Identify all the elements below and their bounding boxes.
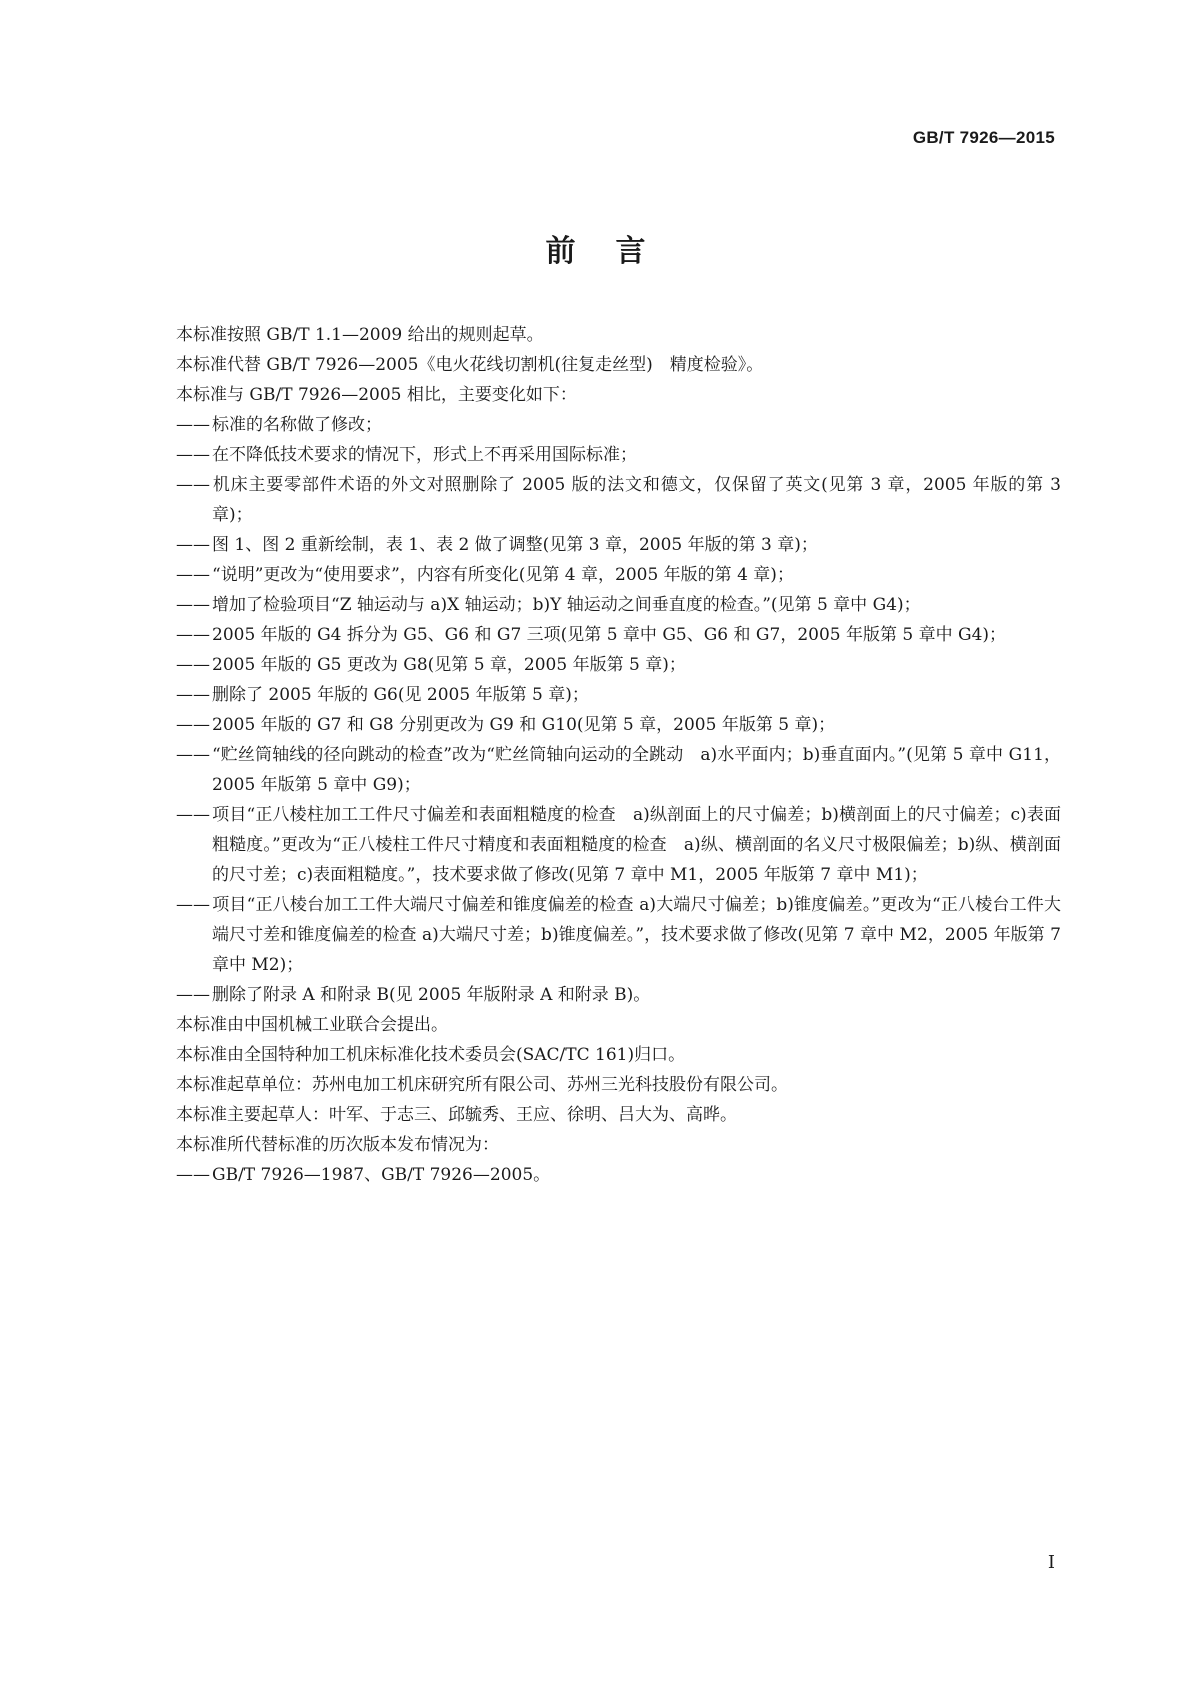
paragraph: 本标准与 GB/T 7926—2005 相比，主要变化如下： — [176, 385, 577, 405]
dash-mark: —— — [176, 445, 210, 465]
page-number: I — [1047, 1552, 1055, 1573]
change-item — [176, 410, 1061, 440]
change-item — [176, 650, 1061, 680]
paragraph: 本标准代替 GB/T 7926—2005《电火花线切割机(往复走丝型) 精度检验》。 — [176, 355, 764, 375]
paragraph: 本标准由中国机械工业联合会提出。 — [176, 1015, 448, 1035]
dash-mark: —— — [176, 595, 210, 615]
standard-number: GB/T 7926—2015 — [912, 128, 1055, 147]
change-item-text: 增加了检验项目“Z 轴运动与 a)X 轴运动；b)Y 轴运动之间垂直度的检查。”(见第 5 章中 G4)； — [212, 595, 921, 615]
paragraph: 本标准主要起草人：叶军、于志三、邱毓秀、王应、徐明、吕大为、高晔。 — [176, 1105, 737, 1125]
paragraph: 本标准按照 GB/T 1.1—2009 给出的规则起草。 — [176, 325, 544, 345]
dash-mark: —— — [176, 715, 210, 735]
change-item-text: 图 1、图 2 重新绘制，表 1、表 2 做了调整(见第 3 章，2005 年版的第 3 章)； — [212, 535, 818, 555]
change-item-text: 在不降低技术要求的情况下，形式上不再采用国际标准； — [212, 445, 637, 465]
change-item-text: 机床主要零部件术语的外文对照删除了 2005 版的法文和德文，仅保留了英文(见第 3 章，2005 年版的第 3 章)； — [212, 475, 1061, 525]
dash-mark: —— — [176, 625, 210, 645]
change-item-text: 2005 年版的 G7 和 G8 分别更改为 G9 和 G10(见第 5 章，2005 年版第 5 章)； — [212, 715, 836, 735]
change-item — [176, 710, 1061, 740]
dash-mark: —— — [176, 1165, 210, 1185]
page-title: 前言 — [545, 234, 686, 269]
dash-mark: —— — [176, 655, 210, 675]
dash-mark: —— — [176, 805, 210, 825]
foreword-body — [176, 320, 1061, 1190]
dash-mark: —— — [176, 895, 210, 915]
change-item — [176, 530, 1061, 560]
change-item-text: 标准的名称做了修改； — [212, 415, 382, 435]
change-item — [176, 590, 1061, 620]
dash-mark: —— — [176, 415, 210, 435]
change-item-text: “说明”更改为“使用要求”，内容有所变化(见第 4 章，2005 年版的第 4 章)； — [212, 565, 794, 585]
change-item — [176, 1160, 1061, 1190]
change-item — [176, 980, 1061, 1010]
change-item — [176, 620, 1061, 650]
paragraph: 本标准起草单位：苏州电加工机床研究所有限公司、苏州三光科技股份有限公司。 — [176, 1075, 788, 1095]
change-item — [176, 470, 1061, 530]
dash-mark: —— — [176, 535, 210, 555]
change-item — [176, 800, 1061, 890]
change-item — [176, 440, 1061, 470]
dash-mark: —— — [176, 565, 210, 585]
change-item — [176, 680, 1061, 710]
change-item-text: 项目“正八棱柱加工工件尺寸偏差和表面粗糙度的检查 a)纵剖面上的尺寸偏差；b)横剖面上的尺寸偏差；c)表面粗糙度。”更改为“正八棱柱工件尺寸精度和表面粗糙度的检查 a)纵、横剖面的名义尺寸极限偏差；b)纵、横剖面的尺寸差；c)表面粗糙度。”，技术要求做了修改(见第 7 章中 M1，2005 年版第 7 章中 M1)； — [212, 805, 1061, 885]
change-item-text: 2005 年版的 G4 拆分为 G5、G6 和 G7 三项(见第 5 章中 G5、G6 和 G7，2005 年版第 5 章中 G4)； — [212, 625, 1007, 645]
dash-mark: —— — [176, 985, 210, 1005]
paragraph: 本标准由全国特种加工机床标准化技术委员会(SAC/TC 161)归口。 — [176, 1045, 686, 1065]
change-item — [176, 740, 1061, 800]
change-item — [176, 890, 1061, 980]
change-item-text: 删除了附录 A 和附录 B(见 2005 年版附录 A 和附录 B)。 — [212, 985, 651, 1005]
dash-mark: —— — [176, 745, 210, 765]
change-item-text: “贮丝筒轴线的径向跳动的检查”改为“贮丝筒轴向运动的全跳动 a)水平面内；b)垂直面内。”(见第 5 章中 G11，2005 年版第 5 章中 G9)； — [212, 745, 1061, 795]
paragraph: 本标准所代替标准的历次版本发布情况为： — [176, 1135, 499, 1155]
dash-mark: —— — [176, 475, 210, 495]
dash-mark: —— — [176, 685, 210, 705]
change-item-text: GB/T 7926—1987、GB/T 7926—2005。 — [212, 1165, 551, 1185]
change-item — [176, 560, 1061, 590]
change-item-text: 项目“正八棱台加工工件大端尺寸偏差和锥度偏差的检查 a)大端尺寸偏差；b)锥度偏差。”更改为“正八棱台工件大端尺寸差和锥度偏差的检查 a)大端尺寸差；b)锥度偏差。”，技术要求做了修改(见第 7 章中 M2，2005 年版第 7 章中 M2)； — [212, 895, 1061, 975]
change-item-text: 2005 年版的 G5 更改为 G8(见第 5 章，2005 年版第 5 章)； — [212, 655, 686, 675]
change-item-text: 删除了 2005 年版的 G6(见 2005 年版第 5 章)； — [212, 685, 589, 705]
